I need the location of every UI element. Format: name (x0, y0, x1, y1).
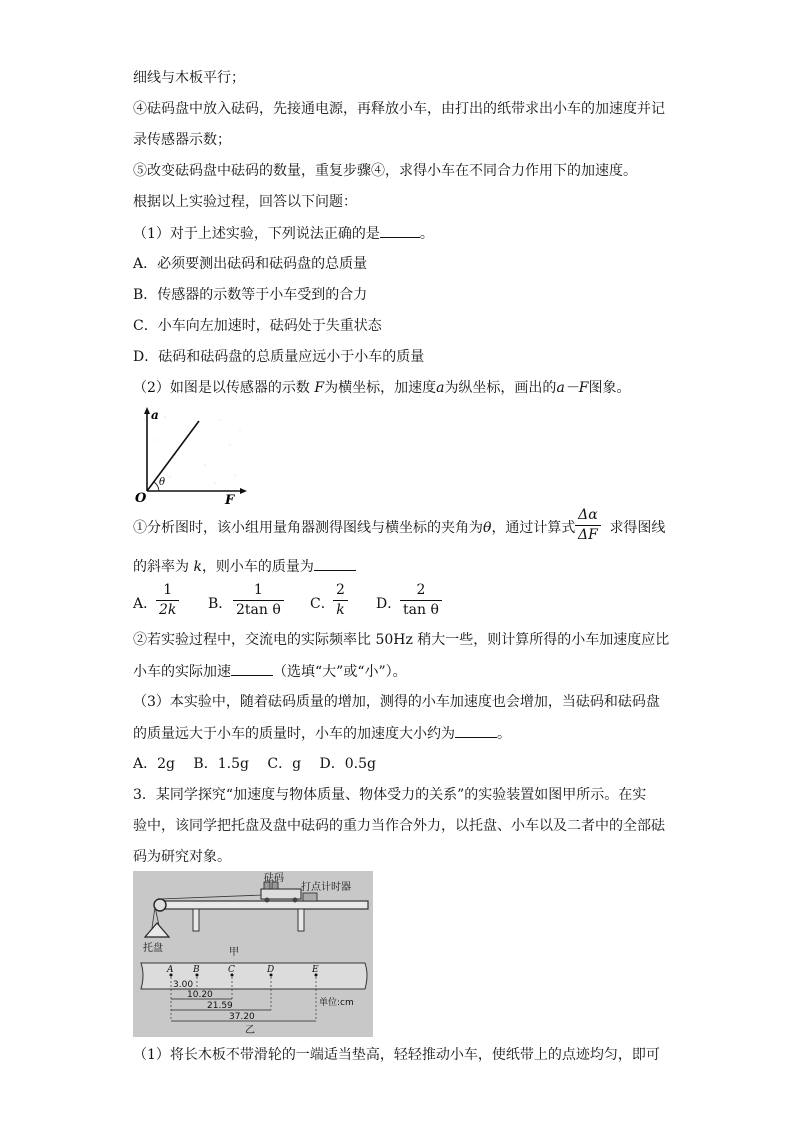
question-2-2: ②若实验过程中，交流电的实际频率比 50Hz 稍大一些，则计算所得的小车加速度应比 (133, 632, 670, 648)
distance-label: 3.00 (173, 980, 194, 990)
question-1 (133, 223, 434, 244)
problem-3-1: （1）将长木板不带滑轮的一端适当垫高，轻轻推动小车，使纸带上的点迹均匀，即可 (133, 1047, 660, 1063)
problem-3b: 验中，该同学把托盘及盘中砝码的重力当作合外力，以托盘、小车以及二者中的全部砝 (133, 818, 665, 834)
choice-a-fraction (156, 582, 179, 618)
frac-den: 2k (159, 602, 177, 618)
board (163, 901, 368, 909)
x-axis-label: F (225, 493, 235, 505)
angle-label: θ (159, 477, 166, 488)
choice-d-fraction (400, 582, 442, 618)
text-line: ⑤改变砝码盘中砝码的数量，重复步骤④，求得小车在不同合力作用下的加速度。 (133, 163, 637, 179)
q2-1-text: ①分析图时，该小组用量角器测得图线与横坐标的夹角为 (133, 520, 483, 536)
text-line: 细线与木板平行； (133, 70, 245, 86)
frac-num: 2 (416, 582, 426, 598)
answer-blank (314, 556, 356, 571)
distance-label: 21.59 (207, 1001, 233, 1011)
question-2 (133, 378, 631, 398)
y-axis-label: a (151, 408, 159, 422)
text-line: 录传感器示数； (133, 132, 231, 148)
unit-label: 单位:cm (319, 998, 354, 1008)
frac-num: 1 (163, 582, 173, 598)
frac-den: tan θ (403, 602, 439, 618)
tray-label: 托盘 (143, 943, 163, 954)
timer-label: 打点计时器 (301, 882, 351, 893)
q2-1-text: ，通过计算式 (491, 520, 576, 536)
weights-label: 砝码 (264, 873, 284, 884)
frac-bar (575, 525, 601, 526)
q2-1-text: 的斜率为 (133, 559, 194, 575)
frac-den: ΔF (578, 527, 598, 543)
figure-b-label: 乙 (245, 1025, 255, 1036)
origin-label: O (135, 491, 147, 505)
frac-bar (233, 600, 284, 601)
choice-b-label: B． (208, 596, 233, 612)
q2-text: 图象。 (588, 380, 631, 396)
question-3: （3）本实验中，随着砝码质量的增加，测得的小车加速度也会增加，当砝码和砝码盘 (133, 694, 660, 710)
figure-a-label: 甲 (229, 947, 239, 958)
point-label: E (312, 965, 319, 975)
apparatus-photo (133, 871, 373, 1037)
point-label: C (228, 965, 235, 975)
option-b: B．传感器的示数等于小车受到的合力 (133, 287, 368, 303)
frac-num: Δα (578, 507, 598, 523)
option-d: D．砝码和砝码盘的总质量应远小于小车的质量 (133, 349, 425, 365)
frac-bar (156, 600, 179, 601)
distance-label: 10.20 (187, 990, 213, 1000)
q2-2-text: 小车的实际加速 (133, 664, 231, 680)
q2-1-k: k (193, 559, 202, 575)
choice-c-label: C． (310, 596, 335, 612)
problem-3: 3．某同学探究“加速度与物体质量、物体受力的关系”的实验装置如图甲所示。在实 (133, 787, 647, 803)
punct: 。 (419, 226, 434, 242)
punct: 。 (497, 726, 511, 742)
problem-3c: 码为研究对象。 (133, 849, 231, 865)
calc-fraction (575, 507, 601, 543)
q2-1-theta: θ (483, 520, 492, 536)
q2-text: 为纵坐标，画出的 (444, 380, 557, 396)
frac-num: 1 (253, 582, 263, 598)
frac-den: k (336, 602, 345, 618)
q3-text: 的质量远大于小车的质量时，小车的加速度大小约为 (133, 726, 455, 742)
q2-text: （2）如图是以传感器的示数 (133, 380, 315, 396)
choice-a-label: A． (133, 596, 158, 612)
frac-den: 2tan θ (236, 602, 281, 618)
q2-2-text: （选填“大”或“小”）。 (273, 664, 407, 680)
point-label: B (193, 965, 200, 975)
q2-var-aF: a－F (556, 380, 589, 396)
q2-1-text: ，则小车的质量为 (201, 559, 314, 575)
answer-blank (231, 661, 273, 676)
question-1-text: （1）对于上述实验，下列说法正确的是 (133, 226, 380, 242)
option-c: C．小车向左加速时，砝码处于失重状态 (133, 318, 382, 334)
text-line: ④砝码盘中放入砝码，先接通电源，再释放小车，由打出的纸带求出小车的加速度并记 (133, 101, 665, 117)
q2-var-F: F (314, 380, 325, 396)
question-2-2b (133, 661, 407, 682)
timer-icon (303, 893, 317, 901)
choice-c-fraction (333, 582, 348, 618)
text-line: 根据以上实验过程，回答以下问题： (133, 194, 357, 210)
q2-text: 为横坐标，加速度 (324, 380, 437, 396)
a-f-graph (135, 405, 250, 505)
answer-blank (455, 723, 497, 738)
question-2-1b (133, 556, 356, 577)
frac-bar (333, 600, 348, 601)
q2-var-a: a (436, 380, 445, 396)
q2-1-text: 求得图线 (609, 520, 666, 536)
option-a: A．必须要测出砝码和砝码盘的总质量 (133, 256, 368, 272)
choice-b-fraction (233, 582, 284, 618)
choice-d-label: D． (376, 596, 402, 612)
question-3b (133, 723, 511, 744)
frac-bar (400, 600, 442, 601)
distance-label: 37.20 (229, 1012, 255, 1022)
point-label: A (167, 965, 174, 975)
point-label: D (267, 965, 275, 975)
question-3-options: A．2g B．1.5g C．g D．0.5g (133, 756, 376, 772)
frac-num: 2 (336, 582, 345, 598)
answer-blank (380, 223, 420, 238)
